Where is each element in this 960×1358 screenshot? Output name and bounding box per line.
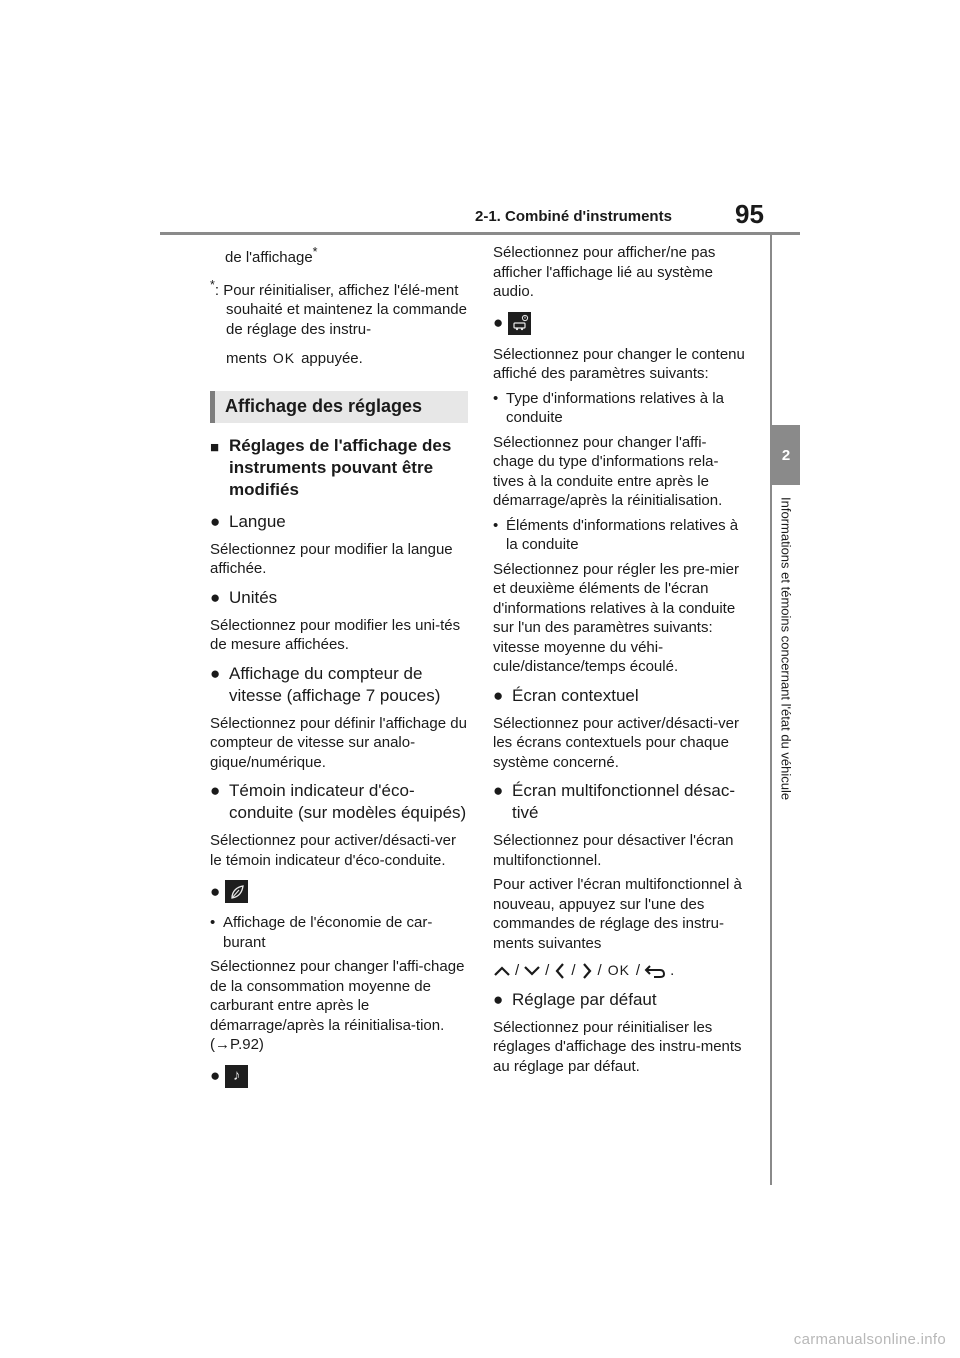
bullet-icon: ● bbox=[210, 511, 221, 531]
bullet-icon: ● bbox=[493, 781, 504, 800]
item-title: ● Témoin indicateur d'éco-conduite (sur modèles équipés) bbox=[210, 781, 467, 822]
audio-desc: Sélectionnez pour afficher/ne pas afficher l'affichage lié au système audio. bbox=[493, 244, 716, 300]
chevron-right-icon bbox=[580, 962, 594, 980]
drive-desc: Sélectionnez pour changer le contenu affiché des paramètres suivants: bbox=[493, 345, 745, 382]
bullet-icon: ● bbox=[493, 989, 504, 1009]
ok-button-label: OK bbox=[607, 962, 630, 978]
bullet-icon: ● bbox=[210, 663, 221, 683]
eco-desc: Sélectionnez pour changer l'affi-chage de la consommation moyenne de carburant entre après le démarrage/après la réinitialisa-tion. (→P.92) bbox=[210, 958, 465, 1053]
item-title: ● Affichage du compteur de vitesse (affichage 7 pouces) bbox=[210, 663, 441, 705]
footnote-tail: ments OK appuyée. bbox=[226, 350, 363, 367]
footnote: *: Pour réinitialiser, affichez l'élé-ment souhaité et maintenez la commande de réglage des instru- bbox=[210, 277, 467, 338]
drive-bullet-1: • Type d'informations relatives à la conduite bbox=[493, 389, 747, 428]
drive-bullet-2-desc: Sélectionnez pour régler les pre-mier et deuxième éléments de l'écran d'informations relatives à la conduite sur l'un des paramètres suivants: vitesse moyenne du véhi-cule/distance/temps écoulé. bbox=[493, 560, 739, 675]
audio-icon-item bbox=[210, 1065, 468, 1088]
page-number: 95 bbox=[735, 199, 764, 229]
square-bullet-icon: ■ bbox=[210, 438, 220, 456]
mfd-desc-2: Pour activer l'écran multifonctionnel à nouveau, appuyez sur l'une des commandes de réglage des instru-ments suivantes bbox=[493, 876, 742, 952]
header-rule bbox=[160, 232, 800, 235]
chapter-side-title bbox=[771, 497, 801, 1187]
music-note-icon: ♪ bbox=[225, 1065, 248, 1088]
item-title: ● Écran multifonctionnel désac-tivé bbox=[493, 781, 736, 822]
subsection-title: ■ Réglages de l'affichage des instruments pouvant être modifiés bbox=[210, 435, 452, 499]
drive-info-icon-item bbox=[493, 312, 747, 335]
default-desc: Sélectionnez pour réinitialiser les réglages d'affichage des instru-ments au réglage par défaut. bbox=[493, 1018, 742, 1075]
item-desc: Sélectionnez pour activer/désacti-ver le témoin indicateur d'éco-conduite. bbox=[210, 832, 456, 869]
chevron-up-icon bbox=[493, 964, 511, 978]
back-arrow-icon bbox=[644, 963, 666, 979]
left-column bbox=[210, 243, 468, 1098]
section-header: 2-1. Combiné d'instruments bbox=[475, 208, 672, 225]
bullet-icon: ● bbox=[210, 781, 221, 800]
drive-bullet-1-desc: Sélectionnez pour changer l'affi-chage du type d'informations rela-tives à la conduite entre après le démarrage/après la réinitialisation. bbox=[493, 433, 723, 509]
chevron-down-icon bbox=[523, 964, 541, 978]
item-title: ● Unités bbox=[210, 587, 278, 607]
popup-desc: Sélectionnez pour activer/désacti-ver les écrans contextuels pour chaque système concerné. bbox=[493, 714, 739, 771]
bullet-icon: ● bbox=[210, 587, 221, 607]
item-desc: Sélectionnez pour modifier les uni-tés de mesure affichées. bbox=[210, 616, 461, 653]
chapter-tab: 2 bbox=[772, 425, 800, 485]
item-desc: Sélectionnez pour modifier la langue affichée. bbox=[210, 540, 453, 577]
right-column bbox=[493, 243, 747, 1081]
control-list: / / / / OK / . bbox=[493, 961, 747, 981]
item-title: ● Réglage par défaut bbox=[493, 989, 657, 1009]
item-desc: Sélectionnez pour définir l'affichage du compteur de vitesse sur analo-gique/numérique. bbox=[210, 714, 467, 771]
bullet-icon: ● bbox=[493, 313, 504, 333]
bullet-icon: ● bbox=[210, 881, 221, 901]
item-title: ● Langue bbox=[210, 511, 286, 531]
mfd-desc-1: Sélectionnez pour désactiver l'écran multifonctionnel. bbox=[493, 832, 734, 869]
watermark: carmanualsonline.info bbox=[793, 1331, 946, 1348]
eco-bullet: • Affichage de l'économie de car-burant bbox=[210, 913, 468, 952]
eco-icon-item bbox=[210, 880, 468, 903]
leaf-icon bbox=[225, 880, 248, 903]
section-title-bar: Affichage des réglages bbox=[210, 391, 468, 423]
continued-line: de l'affichage* bbox=[225, 245, 318, 266]
bullet-icon: ● bbox=[210, 1066, 221, 1086]
chapter-title-text: Informations et témoins concernant l'état du véhicule bbox=[778, 497, 794, 801]
item-title: ● Écran contextuel bbox=[493, 685, 639, 705]
ok-button-label: OK bbox=[272, 350, 296, 366]
bullet-icon: ● bbox=[493, 685, 504, 705]
chevron-left-icon bbox=[553, 962, 567, 980]
vehicle-info-icon bbox=[508, 312, 531, 335]
drive-bullet-2: • Éléments d'informations relatives à la conduite bbox=[493, 516, 747, 555]
